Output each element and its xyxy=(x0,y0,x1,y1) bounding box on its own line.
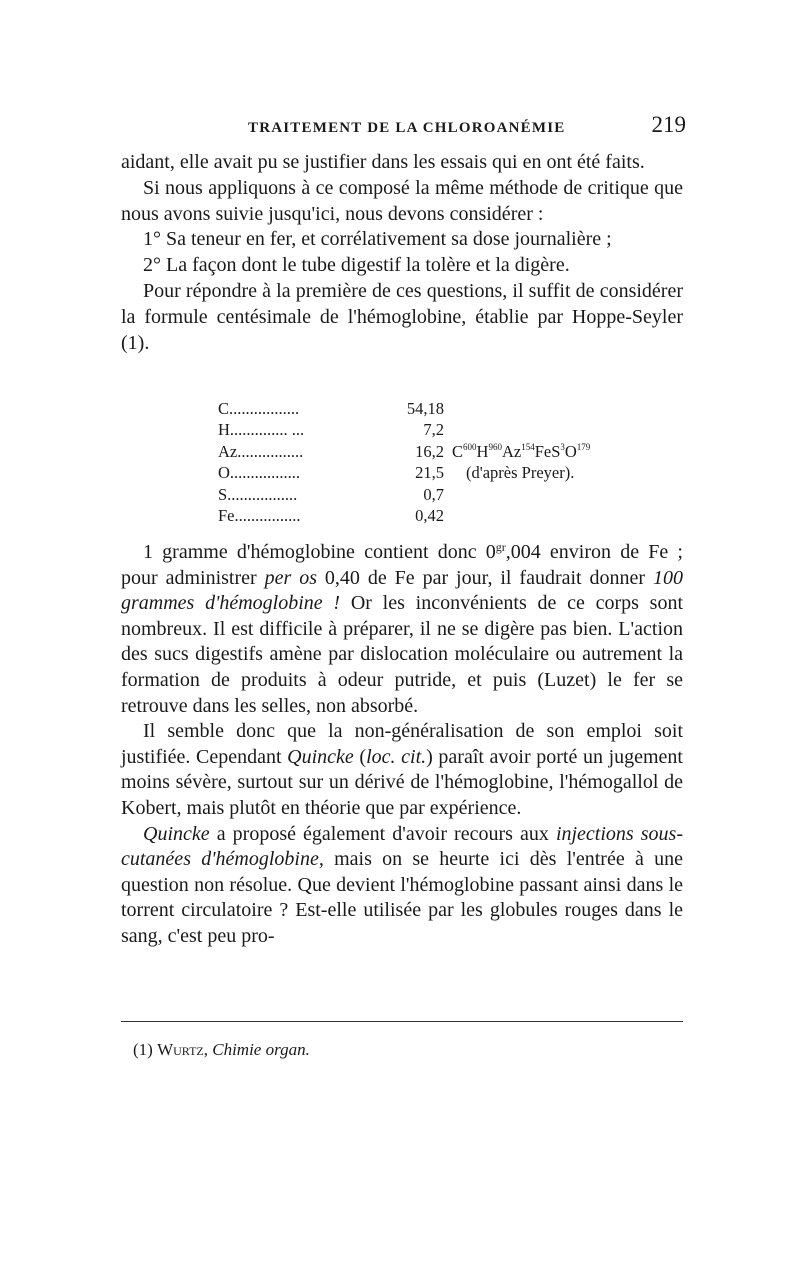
element-value: 0,42 xyxy=(415,505,444,525)
paragraph: Si nous appliquons à ce composé la même méthode de critique que nous avons suivie jusqu'ici, nous devons considérer : xyxy=(121,176,683,225)
element-label: H.............. ... xyxy=(218,420,305,440)
element-value: 7,2 xyxy=(423,420,444,440)
footnote-author: Wurtz xyxy=(157,1040,204,1059)
table-row xyxy=(218,462,638,483)
element-value: 54,18 xyxy=(406,399,444,418)
footnote-title: Chimie organ. xyxy=(212,1040,310,1059)
table-row xyxy=(218,484,638,505)
paragraph: 2° La façon dont le tube digestif la tolère et la digère. xyxy=(143,254,570,277)
element-label: S................. xyxy=(218,484,298,504)
page-number: 219 xyxy=(651,112,686,137)
paragraph: Quincke a proposé également d'avoir recours aux injections sous-cutanées d'hémoglobine, mais on se heurte ici dès l'entrée à une question non résolue. Que devient l'hémoglobine passant ainsi dans le torrent circulatoire ? Est-elle utilisée par les globules rouges dans le sang, c'est peu pro- xyxy=(121,822,683,947)
paragraph: Pour répondre à la première de ces questions, il suffit de considérer la formule centésimale de l'hémoglobine, établie par Hoppe-Seyler (1). xyxy=(121,279,683,354)
element-label: Az................ xyxy=(218,441,304,461)
element-value: 0,7 xyxy=(423,484,444,504)
table-row xyxy=(218,441,638,462)
footnote-rule xyxy=(121,1021,683,1022)
paragraph: 1° Sa teneur en fer, et corrélativement sa dose journalière ; xyxy=(143,228,612,251)
element-label: O................. xyxy=(218,463,301,483)
table-row xyxy=(218,419,638,440)
body-text-top xyxy=(121,150,683,356)
table-row xyxy=(218,505,638,526)
formula-source: (d'après Preyer). xyxy=(466,463,575,483)
paragraph: Il semble donc que la non-généralisation de son emploi soit justifiée. Cependant Quincke (loc. cit.) paraît avoir porté un jugement moins sévère, surtout sur un dérivé de l'hémoglobine, l'hémogallol de Kobert, mais plutôt en théorie que par expérience. xyxy=(121,720,683,819)
chemical-formula: $C^{600}H^{960}Az^{154}FeS^3O^{179}$ xyxy=(452,441,591,461)
footnote: (1) Wurtz, Chimie organ. xyxy=(133,1040,310,1059)
body-text-lower xyxy=(121,540,683,950)
running-head xyxy=(120,112,690,142)
element-value: 21,5 xyxy=(415,463,444,483)
element-label: Fe................ xyxy=(218,505,301,525)
running-title: TRAITEMENT DE LA CHLOROANÉMIE xyxy=(248,120,566,136)
paragraph: aidant, elle avait pu se justifier dans les essais qui en ont été faits. xyxy=(121,151,645,173)
element-value: 16,2 xyxy=(415,441,444,461)
paragraph: 1 gramme d'hémoglobine contient donc $0^{gr},004$ environ de Fe ; pour administrer per os 0,40 de Fe par jour, il faudrait donner 100 grammes d'hémoglobine ! Or les inconvénients de ce corps sont nombreux. Il est difficile à préparer, il ne se digère pas bien. L'action des sucs digestifs amène par dislocation moléculaire ou autrement la formation de produits à odeur putride, et puis (Luzet) le fer se retrouve dans les selles, non absorbé. xyxy=(121,540,683,717)
composition-table xyxy=(218,398,638,528)
table-row xyxy=(218,398,638,419)
element-label: C................. xyxy=(218,399,300,418)
